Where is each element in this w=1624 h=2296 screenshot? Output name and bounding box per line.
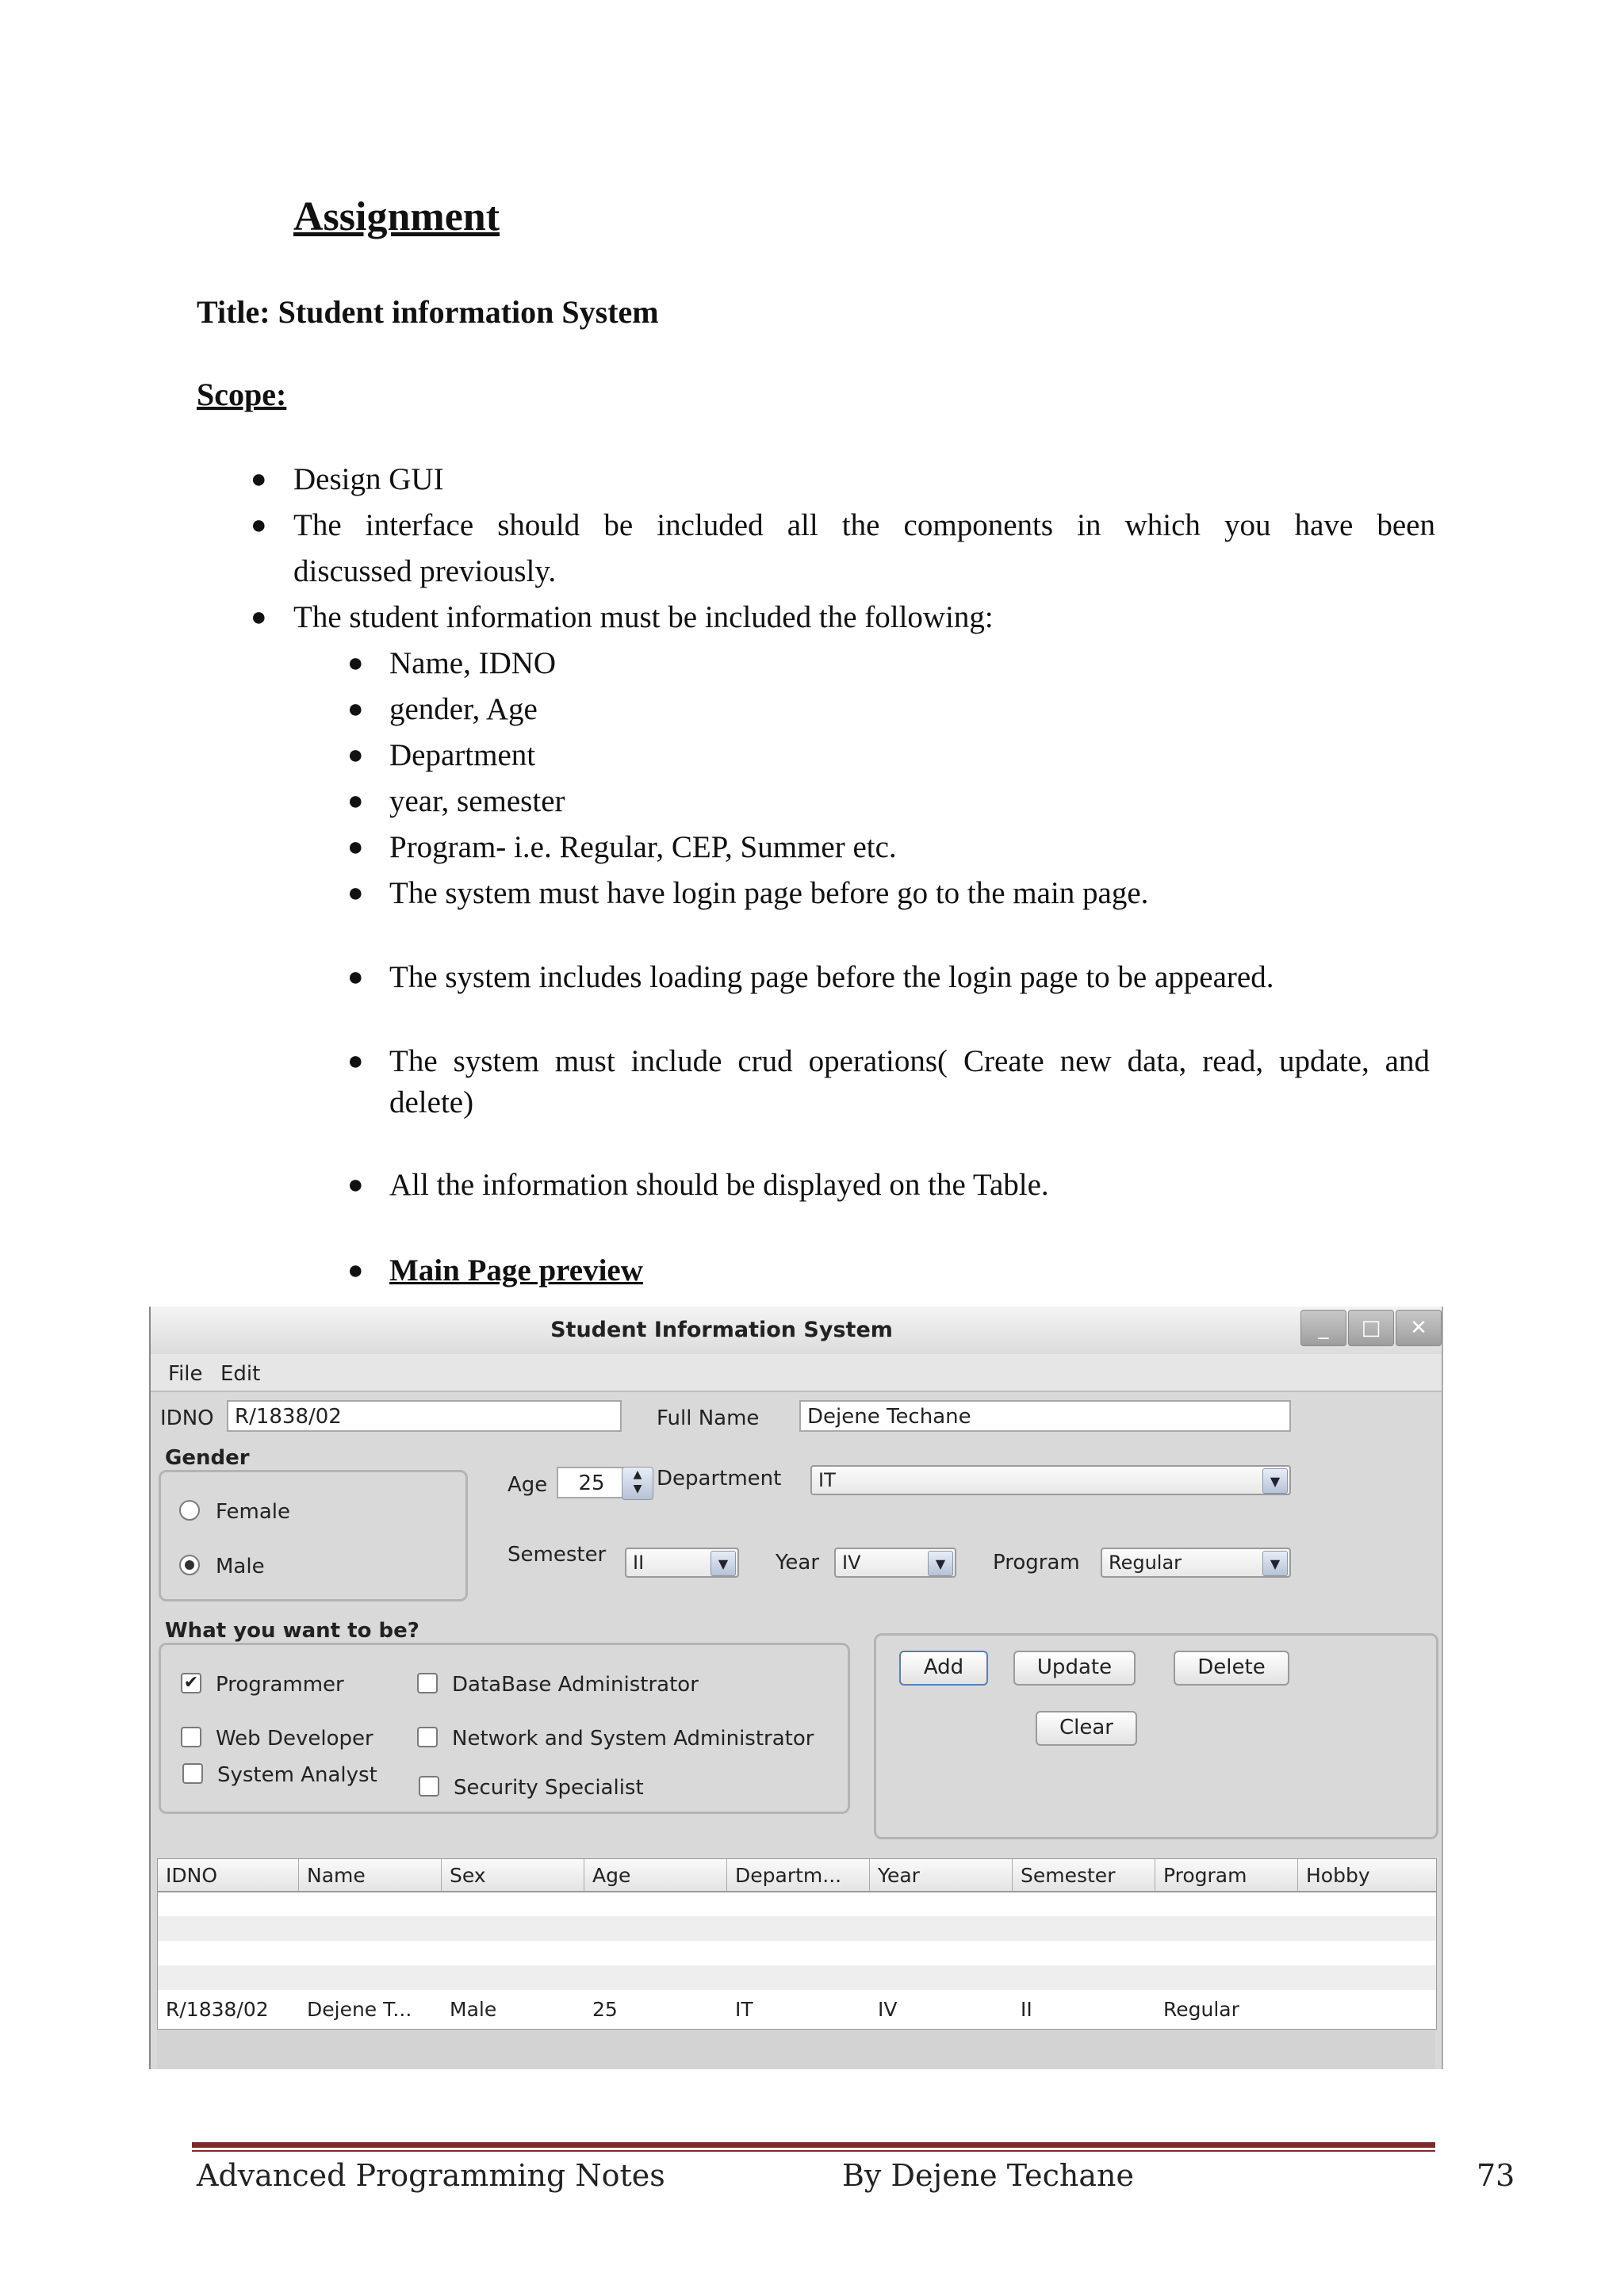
idno-input[interactable]: R/1838/02	[227, 1400, 622, 1432]
year-value: IV	[842, 1552, 861, 1574]
main-page-preview-label: Main Page preview	[389, 1253, 643, 1288]
table-header-sex[interactable]: Sex	[442, 1859, 584, 1891]
semester-value: II	[633, 1552, 645, 1574]
radio-female[interactable]	[179, 1500, 200, 1521]
bullet-dot: ●	[347, 1047, 364, 1076]
chevron-down-icon: ▼	[1262, 1468, 1288, 1494]
cell-idno: R/1838/02	[166, 1998, 269, 2021]
table-empty-area	[157, 2030, 1435, 2069]
clear-button[interactable]: Clear	[1036, 1711, 1137, 1746]
chevron-down-icon: ▼	[1262, 1551, 1288, 1576]
bullet-dot: ●	[347, 649, 364, 678]
cell-age: 25	[592, 1998, 618, 2021]
table-row-empty[interactable]	[158, 1965, 1436, 1990]
bullet-interface-cont: discussed previously.	[293, 554, 557, 588]
checkbox-database-admin-label: DataBase Administrator	[452, 1673, 699, 1697]
fullname-label: Full Name	[657, 1406, 760, 1430]
checkbox-database-admin[interactable]	[417, 1673, 438, 1693]
footer-rule-thin	[192, 2150, 1435, 2152]
assignment-heading: Assignment	[293, 194, 500, 239]
table-row-empty[interactable]	[158, 1916, 1436, 1941]
table-header-semester[interactable]: Semester	[1013, 1859, 1155, 1891]
sub-bullet: gender, Age	[389, 692, 538, 726]
hobby-label: What you want to be?	[165, 1619, 419, 1643]
window-title: Student Information System	[550, 1318, 893, 1342]
cell-semester: II	[1021, 1998, 1032, 2021]
checkbox-system-analyst-label: System Analyst	[217, 1763, 377, 1787]
checkbox-security-specialist-label: Security Specialist	[454, 1776, 644, 1800]
year-label: Year	[776, 1551, 820, 1575]
bullet-dot: ●	[347, 832, 364, 862]
bullet-dot: ●	[251, 465, 267, 494]
bullet-dot: ●	[251, 511, 267, 540]
maximize-icon[interactable]: □	[1348, 1310, 1394, 1346]
bullet-dot: ●	[347, 1256, 364, 1285]
cell-year: IV	[878, 1998, 898, 2021]
age-spinner-value[interactable]: 25	[557, 1467, 626, 1498]
age-spinner-arrows-icon[interactable]: ▲ ▼	[622, 1467, 653, 1500]
radio-male-label: Male	[216, 1555, 265, 1578]
bullet-dot: ●	[347, 1170, 364, 1200]
document-title: Title: Student information System	[197, 294, 659, 330]
footer-rule	[192, 2142, 1435, 2148]
page-number: 73	[1477, 2158, 1515, 2193]
menu-file[interactable]: File	[168, 1362, 203, 1386]
bullet-dot: ●	[347, 878, 364, 908]
radio-male[interactable]	[179, 1555, 200, 1575]
table-header	[158, 1859, 1436, 1892]
table-header-name[interactable]: Name	[299, 1859, 442, 1891]
footer-author: By Dejene Techane	[842, 2158, 1134, 2193]
bullet-dot: ●	[251, 603, 267, 632]
checkbox-network-admin[interactable]	[417, 1727, 438, 1747]
bullet-design-gui: Design GUI	[293, 462, 444, 496]
cell-department: IT	[735, 1998, 753, 2021]
window-titlebar	[151, 1307, 1442, 1355]
delete-button[interactable]: Delete	[1174, 1651, 1289, 1686]
minimize-icon[interactable]: _	[1300, 1310, 1346, 1346]
age-label: Age	[508, 1473, 548, 1497]
checkbox-web-developer-label: Web Developer	[216, 1727, 373, 1751]
close-icon[interactable]: ✕	[1396, 1310, 1442, 1346]
cell-program: Regular	[1163, 1998, 1239, 2021]
table-header-hobby[interactable]: Hobby	[1306, 1864, 1370, 1887]
checkbox-security-specialist[interactable]	[419, 1776, 439, 1797]
sub-bullet: All the information should be displayed on the Table.	[389, 1168, 1049, 1202]
menu-edit[interactable]: Edit	[220, 1362, 261, 1386]
table-header-year[interactable]: Year	[870, 1859, 1013, 1891]
semester-select[interactable]	[625, 1548, 739, 1578]
table-header-age[interactable]: Age	[584, 1859, 727, 1891]
checkbox-web-developer[interactable]	[181, 1727, 201, 1747]
cell-sex: Male	[450, 1998, 497, 2021]
update-button[interactable]: Update	[1013, 1651, 1136, 1686]
student-table[interactable]	[157, 1858, 1437, 2030]
bullet-dot: ●	[347, 962, 364, 992]
table-header-program[interactable]: Program	[1155, 1859, 1298, 1891]
bullet-dot: ●	[347, 695, 364, 724]
bullet-interface: The interface should be included all the components in which you have been	[293, 508, 1435, 542]
bullet-dot: ●	[347, 786, 364, 816]
add-button[interactable]: Add	[899, 1651, 988, 1686]
chevron-down-icon: ▼	[710, 1551, 736, 1576]
footer-course: Advanced Programming Notes	[197, 2158, 665, 2193]
table-header-department[interactable]: Departm...	[727, 1859, 870, 1891]
sub-bullet: The system includes loading page before the login page to be appeared.	[389, 960, 1274, 994]
department-value: IT	[818, 1469, 836, 1491]
checkbox-programmer-label: Programmer	[216, 1673, 344, 1697]
gender-group	[159, 1470, 468, 1601]
program-select[interactable]	[1101, 1548, 1291, 1578]
program-label: Program	[993, 1551, 1080, 1575]
table-header-idno[interactable]: IDNO	[158, 1859, 299, 1891]
year-select[interactable]	[834, 1548, 956, 1578]
semester-label: Semester	[508, 1543, 607, 1567]
chevron-down-icon: ▼	[928, 1551, 953, 1576]
bullet-student-info: The student information must be included the following:	[293, 600, 994, 634]
scope-label: Scope:	[197, 377, 287, 412]
checkbox-programmer[interactable]: ✔	[181, 1673, 201, 1693]
app-window	[149, 1307, 1443, 2069]
checkbox-network-admin-label: Network and System Administrator	[452, 1727, 814, 1751]
sub-bullet: The system must have login page before go to the main page.	[389, 876, 1149, 910]
menu-bar	[151, 1354, 1442, 1392]
department-select[interactable]	[810, 1465, 1291, 1495]
sub-bullet: Department	[389, 738, 536, 772]
bullet-dot: ●	[347, 740, 364, 770]
sub-bullet-cont: delete)	[389, 1085, 474, 1119]
checkbox-system-analyst[interactable]	[182, 1763, 203, 1784]
gender-label: Gender	[165, 1446, 250, 1470]
sub-bullet: Name, IDNO	[389, 646, 557, 680]
sub-bullet: year, semester	[389, 784, 565, 818]
radio-female-label: Female	[216, 1500, 291, 1524]
idno-label: IDNO	[160, 1406, 214, 1430]
sub-bullet: The system must include crud operations( Create new data, read, update, and	[389, 1044, 1430, 1078]
fullname-input[interactable]: Dejene Techane	[799, 1400, 1291, 1432]
department-label: Department	[657, 1467, 782, 1490]
sub-bullet: Program- i.e. Regular, CEP, Summer etc.	[389, 830, 897, 864]
cell-name: Dejene T...	[307, 1998, 412, 2021]
program-value: Regular	[1109, 1552, 1182, 1574]
